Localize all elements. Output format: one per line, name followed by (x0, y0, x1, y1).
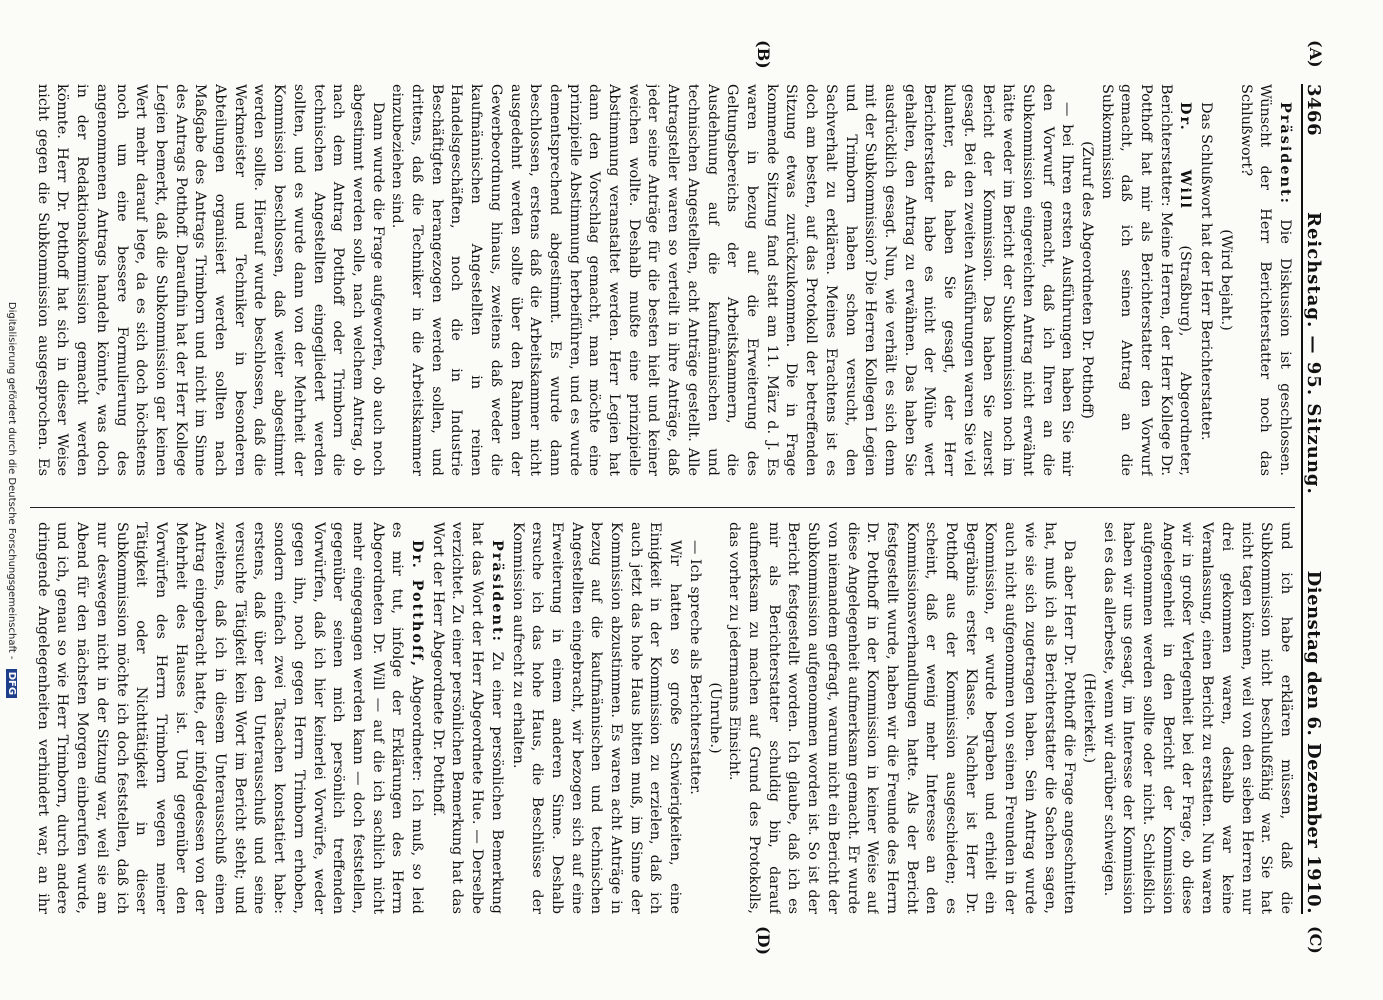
paragraph (704, 522, 724, 914)
speaker-name: Präsident: (1277, 102, 1294, 205)
paragraph-text: Das Schlußwort hat der Herr Berichterstatter. (1198, 102, 1215, 441)
paragraph (30, 522, 427, 914)
paragraph (507, 522, 684, 914)
credit-text: Digitalisierung gefördert durch die Deutsche Forschungsgemeinschaft - (6, 301, 17, 660)
paragraph-text: Wir hatten so große Schwierigkeiten, eine Einigkeit in der Kommission zu erzielen, daß ich auch jetzt das hohe Haus bitten muß, im Sinne der Kommission abzustimmen. Es waren acht Anträge in bezug auf die kaufmännischen und technischen Angestellten eingebracht, wir bezogen sich auf eine Erweiterung in einem anderen Sinne. Deshalb ersuche ich das hohe Haus, die Beschlüsse der Kommission aufrecht zu erhalten. (509, 522, 684, 914)
column-divider (30, 507, 1295, 508)
paragraph-text: Da aber Herr Dr. Potthoff die Frage angeschnitten hat, muß ich als Berichterstatter die Sachen sagen, wie sie sich zugetragen haben. Sein Antrag wurde auch nicht aufgenommen von seinen Freunden in der Kommission, er wurde begraben und erhielt ein Begräbnis erster Klasse. Nachher ist Herr Dr. Potthoff aus der Kommission ausgeschieden; es scheint, daß er wenig mehr Interesse an den Kommissionsverhandlungen hatte. Als der Bericht festgestellt wurde, haben wir die Freunde des Herrn Dr. Potthoff in der Kommission in keiner Weise auf diese Angelegenheit aufmerksam gemacht. Er wurde von niemandem gefragt, warum nicht ein Bericht der Subkommission aufgenommen worden ist. So ist der Bericht festgestellt worden. Ich glaube, daß ich es mir als Berichterstatter schuldig bin, darauf aufmerksam zu machen auf Grund des Protokolls, das vorher zu jedermanns Einsicht. (726, 522, 1078, 914)
paragraph (30, 84, 387, 476)
paragraph (1096, 84, 1196, 476)
page-number: 3466 (1303, 84, 1324, 137)
paragraph (427, 522, 507, 914)
paragraph-text: (Straßburg), Abgeordneter, Berichterstatter: Meine Herren, der Herr Kollege Dr. Potthoff hat mir als Berichterstatter den Vorwurf gemacht, daß ich seinen Antrag an die Subkommission (1098, 84, 1194, 476)
margin-letter-b: (B) (754, 40, 773, 69)
paragraph-text: (Unruhe.) (706, 682, 723, 754)
paragraph-text: (Heiterkeit.) (1080, 672, 1097, 764)
paragraph (684, 522, 704, 914)
paragraph-text: Zu einer persönlichen Bemerkung hat das Wort der Herr Abgeordnete Hue. — Derselbe verzichtet. Zu einer persönlichen Bemerkung hat das Wort der Herr Abgeordnete Dr. Potthoff. (429, 522, 505, 914)
digitization-credit (6, 0, 17, 1000)
paragraph-text: (Zuruf des Abgeordneten Dr. Potthoff) (1078, 141, 1095, 419)
paragraph-text: Die Diskussion ist geschlossen. Wünscht der Herr Berichterstatter noch das Schlußwort? (1237, 84, 1293, 476)
margin-letter-d: (D) (754, 926, 773, 956)
speaker-name: Dr. Will (1177, 102, 1195, 210)
speaker-name: Präsident: (488, 540, 506, 643)
paragraph (1098, 522, 1295, 914)
page-header (1301, 84, 1331, 914)
header-date: Dienstag den 6. Dezember 1910. (1303, 570, 1324, 914)
paragraph-text: Abgeordneter: Ich muß, so leid es mir tut, infolge der Erklärungen des Herrn Abgeordneten Dr. Will — auf die ich sachlich nicht mehr eingegangen werden kann — doch feststellen, gegenüber seinen mich persönlich treffenden Vorwürfen, daß ich hier keinerlei Vorwürfe, weder gegen ihn, noch gegen Herrn Trimborn erhoben, sondern einfach zwei Tatsachen konstatiert habe: erstens, daß über den Unterausschuß und seine versuchte Tätigkeit kein Wort im Bericht steht; und zweitens, daß ich in diesem Unterausschuß einen Antrag eingebracht hatte, der infolgedessen von der Mehrheit des Hauses ist. Und gegenüber den Vorwürfen des Herrn Trimborn wegen meiner Tätigkeit oder Nichttätigkeit in dieser Subkommission möchte ich doch feststellen, daß ich nur deswegen nicht in der Sitzung war, weil sie am Abend für den nächsten Morgen einberufen wurde, und ich, genau so wie Herr Trimborn, durch andere dringende Angelegenheiten verhindert war, an ihr (34, 522, 426, 914)
paragraph-text: — bei Ihren ersten Ausführungen haben Sie mir den Vorwurf gemacht, daß ich Ihren an die Subkommission eingereichten Antrag nicht erwähnt hätte weder im Bericht der Subkommission noch im Bericht der Kommission. Das haben Sie zuerst gesagt. Bei den zweiten Ausführungen waren Sie viel kulanter, da haben Sie gesagt, der Herr Berichterstatter habe es nicht der Mühe wert gehalten, den Antrag zu erwähnen. Das haben Sie ausdrücklich gesagt. Nun, wie verhält es sich denn mit der Subkommission? Die Herren Kollegen Legien und Trimborn haben schon versucht, den Sachverhalt zu erklären. Meines Erachtens ist es doch am besten, auf das Protokoll der betreffenden Sitzung etwas zurückzukommen. Die in Frage kommende Sitzung fand statt am 11. März d. J. Es waren in bezug auf die Erweiterung des Geltungsbereichs der Arbeitskammern, die Ausdehnung auf die kaufmännischen und technischen Angestellten, acht Anträge gestellt. Alle Antragsteller waren so verteilt in ihre Anträge, daß jeder seine Anträge für die besten hielt und keiner weichen wollte. Deshalb mußte eine prinzipielle Abstimmung veranstaltet werden. Herr Legien hat dann den Vorschlag gemacht, man möchte eine prinzipielle Abstimmung herbeiführen, und es wurde dementsprechend abgestimmt. Es wurde dann beschlossen, erstens daß die Arbeitskammer nicht ausgedehnt werden sollte über den Rahmen der Gewerbeordnung hinaus, zweitens daß weder die kaufmännischen Angestellten in reinen Handelsgeschäften, noch die in Industrie Beschäftigten herangezogen werden sollen, und drittens, daß die Techniker in die Arbeitskammer einzubeziehen sind. (389, 84, 1076, 476)
paragraph (1195, 84, 1215, 476)
paragraph (1235, 84, 1295, 476)
margin-letter-a: (A) (1306, 40, 1325, 68)
paragraph-text: — Ich spreche als Berichterstatter. (686, 540, 703, 795)
dfg-logo: DFG (6, 669, 17, 698)
right-column (30, 522, 1295, 914)
paragraph-text: und ich habe erklären müssen, daß die Subkommission nicht beschlußfähig war. Sie hat nicht tagen können, weil von den sieben Herren nur drei gekommen waren, deshalb war keine Veranlassung, einen Bericht zu erstatten. Nun waren wir in großer Verlegenheit bei der Frage, ob diese Angelegenheit in den Bericht der Kommission aufgenommen werden sollte oder nicht. Schließlich haben wir uns gesagt, im Interesse der Kommission sei es das allerbeste, wenn wir darüber schweigen. (1100, 522, 1294, 914)
header-title: Reichstag. — 95. Sitzung. (1303, 211, 1324, 495)
paragraph (1076, 84, 1096, 476)
left-column (30, 84, 1295, 476)
paragraph (1078, 522, 1098, 914)
speaker-name: Dr. Potthoff, (409, 540, 427, 669)
margin-letter-c: (C) (1306, 926, 1325, 954)
paragraph-text: (Wird bejaht.) (1217, 229, 1234, 331)
paragraph (387, 84, 1077, 476)
paragraph (1215, 84, 1235, 476)
paragraph-text: Dann wurde die Frage aufgeworfen, ob auch noch abgestimmt werden solle, nach welchem Antrag, ob nach dem Antrag Potthoff oder Trimborn die technischen Angestellten eingegliedert werden sollten, und es wurde dann von der Mehrheit der Kommission beschlossen, daß weiter abgestimmt werden sollte. Hierauf wurde beschlossen, daß die Werkmeister und Techniker in besonderen Abteilungen organisiert werden sollten nach Maßgabe des Antrags Trimborn und nicht im Sinne des Antrags Potthoff. Daraufhin hat der Herr Kollege Legien bemerkt, daß die Subkommission gar keinen Wert mehr darauf lege, da es sich doch höchstens noch um eine bessere Formulierung des angenommenen Antrags handeln könnte, was doch in der Redaktionskommission gemacht werden könnte. Herr Dr. Potthoff hat sich in dieser Weise nicht gegen die Subkommission ausgesprochen. Es (34, 84, 386, 476)
paragraph (724, 522, 1079, 914)
